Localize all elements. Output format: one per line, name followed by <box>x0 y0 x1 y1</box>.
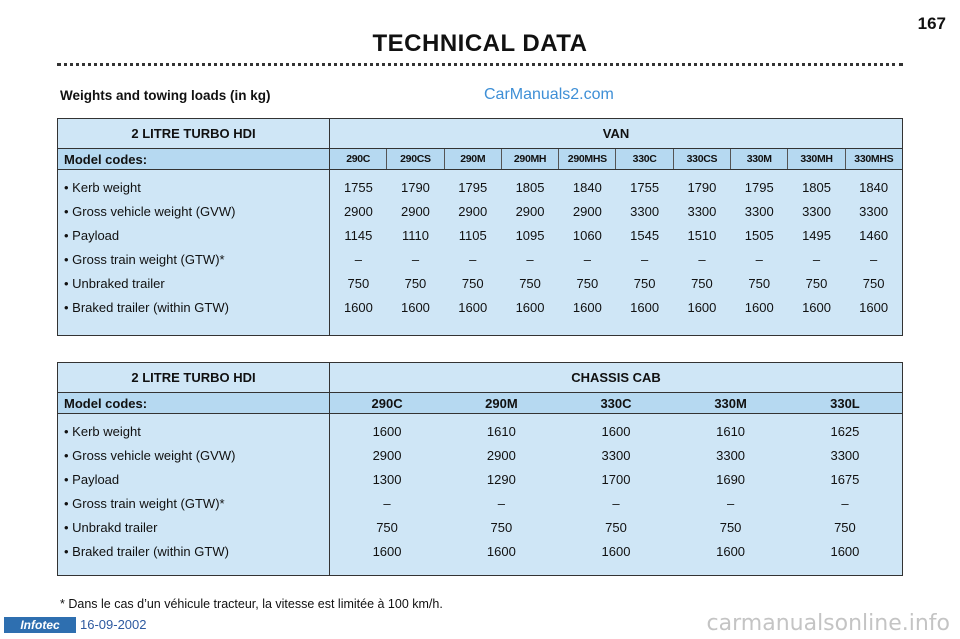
table-cell: 1600 <box>687 300 717 315</box>
table-cell: 750 <box>376 520 398 535</box>
model-code: 290M <box>444 149 501 170</box>
model-code: 330M <box>673 393 788 414</box>
table-cell: 1600 <box>802 300 831 315</box>
row-label: • Gross vehicle weight (GVW) <box>58 444 330 468</box>
van-weights-table <box>57 118 903 336</box>
table-cell: 1600 <box>830 544 860 559</box>
table-row <box>58 468 903 492</box>
table-cell: 3300 <box>830 448 860 463</box>
row-label: • Gross train weight (GTW)* <box>58 492 330 516</box>
table-row <box>58 444 903 468</box>
table-cell: 3300 <box>744 204 774 219</box>
table-cell: 1610 <box>486 424 516 439</box>
table-cell: 1690 <box>716 472 746 487</box>
table-cell: 1600 <box>458 300 488 315</box>
table-cell: 750 <box>404 276 427 291</box>
table-cell: – <box>497 496 505 511</box>
model-code: 290MHS <box>559 149 616 170</box>
table-row <box>58 272 903 296</box>
table-cell: 1290 <box>486 472 516 487</box>
table-cell: 2900 <box>458 204 488 219</box>
model-code: 330MHS <box>845 149 902 170</box>
row-label: • Braked trailer (within GTW) <box>58 540 330 564</box>
row-label: • Unbrakd trailer <box>58 516 330 540</box>
table-cell: 3300 <box>716 448 746 463</box>
table-cell: 1145 <box>344 228 373 243</box>
table-cell: 750 <box>519 276 541 291</box>
table-cell: – <box>841 496 849 511</box>
table-cell: 750 <box>834 520 856 535</box>
row-label: • Gross vehicle weight (GVW) <box>58 200 330 224</box>
table-cell: 1625 <box>830 424 860 439</box>
table-cell: – <box>526 252 534 267</box>
table-cell: – <box>354 252 363 267</box>
table-cell: 2900 <box>572 204 602 219</box>
model-code: 330MH <box>788 149 845 170</box>
table-cell: – <box>583 252 591 267</box>
table-row <box>58 224 903 248</box>
table-cell: 1600 <box>486 544 516 559</box>
table-cell: 1600 <box>515 300 545 315</box>
row-label: • Payload <box>58 468 330 492</box>
table-row <box>58 176 903 200</box>
table-cell: 2900 <box>343 204 373 219</box>
table-cell: 1495 <box>802 228 831 243</box>
model-code: 290CS <box>387 149 444 170</box>
table-cell: 1600 <box>372 544 402 559</box>
table-row <box>58 540 903 564</box>
table-cell: 2900 <box>486 448 516 463</box>
table-cell: – <box>698 252 706 267</box>
table-cell: 1790 <box>400 180 430 195</box>
table-cell: – <box>612 496 620 511</box>
model-code: 330CS <box>673 149 730 170</box>
table-cell: – <box>869 252 878 267</box>
table-cell: 1545 <box>630 228 660 243</box>
table-cell: 1600 <box>859 300 889 315</box>
table-cell: 1840 <box>572 180 602 195</box>
table-row <box>58 200 903 224</box>
table-cell: 1095 <box>515 228 545 243</box>
table-cell: 750 <box>862 276 885 291</box>
van-engine-heading: 2 LITRE TURBO HDI <box>58 119 330 149</box>
table-cell: 750 <box>490 520 513 535</box>
table-cell: 1805 <box>802 180 831 195</box>
table-cell: 750 <box>748 276 771 291</box>
table-row <box>58 492 903 516</box>
model-codes-label: Model codes: <box>58 393 330 414</box>
table-row <box>58 296 903 320</box>
table-cell: 1600 <box>716 544 746 559</box>
table-cell: 1105 <box>458 228 487 243</box>
table-cell: 1600 <box>372 424 402 439</box>
table-cell: 1610 <box>716 424 746 439</box>
table-cell: 1675 <box>830 472 860 487</box>
table-cell: – <box>469 252 477 267</box>
chassis-model-codes-row <box>58 393 903 414</box>
model-code: 290C <box>330 149 387 170</box>
table-cell: 750 <box>719 520 742 535</box>
table-cell: – <box>383 496 391 511</box>
table-cell: 3300 <box>687 204 717 219</box>
table-row <box>58 516 903 540</box>
table-cell: 2900 <box>515 204 545 219</box>
model-code: 330C <box>559 393 674 414</box>
table-cell: 1790 <box>687 180 717 195</box>
spacer-row <box>58 320 903 336</box>
chassis-header-row <box>58 363 903 393</box>
row-label: • Kerb weight <box>58 176 330 200</box>
table-cell: 3300 <box>859 204 889 219</box>
table-cell: 2900 <box>372 448 402 463</box>
model-code: 290M <box>444 393 559 414</box>
chassis-table-body <box>58 414 903 576</box>
footnote: * Dans le cas d’un véhicule tracteur, la vitesse est limitée à 100 km/h. <box>60 597 443 611</box>
section-heading: Weights and towing loads (in kg) <box>60 88 271 103</box>
table-row <box>58 248 903 272</box>
model-code: 330C <box>616 149 673 170</box>
van-table-body <box>58 170 903 336</box>
van-header-row <box>58 119 903 149</box>
van-model-codes-row <box>58 149 903 170</box>
table-cell: 1060 <box>572 228 602 243</box>
table-cell: 1600 <box>572 300 602 315</box>
table-cell: 1805 <box>515 180 545 195</box>
table-row <box>58 420 903 444</box>
footer-date: 16-09-2002 <box>80 617 147 632</box>
table-cell: 1300 <box>372 472 402 487</box>
dotted-divider <box>57 63 903 66</box>
model-code: 330M <box>731 149 788 170</box>
chassis-engine-heading: 2 LITRE TURBO HDI <box>58 363 330 393</box>
table-cell: 1755 <box>630 180 660 195</box>
table-cell: 1510 <box>687 228 717 243</box>
row-label: • Unbraked trailer <box>58 272 330 296</box>
model-code: 330L <box>788 393 903 414</box>
van-body-heading: VAN <box>330 119 903 149</box>
table-cell: 750 <box>461 276 484 291</box>
model-codes-label: Model codes: <box>58 149 330 170</box>
table-cell: 3300 <box>630 204 660 219</box>
table-cell: – <box>812 252 821 267</box>
table-cell: – <box>755 252 763 267</box>
row-label: • Braked trailer (within GTW) <box>58 296 330 320</box>
model-code: 290C <box>330 393 445 414</box>
table-cell: 1110 <box>401 228 429 243</box>
model-code: 290MH <box>501 149 558 170</box>
table-cell: 1795 <box>744 180 774 195</box>
table-cell: 750 <box>347 276 370 291</box>
table-cell: 1600 <box>400 300 430 315</box>
table-cell: – <box>411 252 420 267</box>
row-label: • Kerb weight <box>58 420 330 444</box>
table-cell: 1700 <box>601 472 631 487</box>
table-cell: 750 <box>576 276 599 291</box>
table-cell: – <box>641 252 649 267</box>
table-cell: 1600 <box>630 300 660 315</box>
table-cell: – <box>726 496 735 511</box>
page-number: 167 <box>917 14 946 33</box>
table-cell: 1460 <box>859 228 889 243</box>
row-label: • Payload <box>58 224 330 248</box>
table-cell: 1600 <box>601 544 631 559</box>
table-cell: 750 <box>691 276 713 291</box>
table-cell: 3300 <box>802 204 831 219</box>
table-cell: 1795 <box>458 180 488 195</box>
table-cell: 750 <box>633 276 656 291</box>
table-cell: 1755 <box>343 180 373 195</box>
table-cell: 750 <box>605 520 627 535</box>
table-cell: 3300 <box>601 448 631 463</box>
page-title: TECHNICAL DATA <box>372 30 588 57</box>
spacer-row <box>58 564 903 576</box>
row-label: • Gross train weight (GTW)* <box>58 248 330 272</box>
table-cell: 1600 <box>744 300 774 315</box>
table-cell: 1505 <box>744 228 774 243</box>
chassis-cab-weights-table <box>57 362 903 576</box>
table-cell: 1840 <box>859 180 889 195</box>
table-cell: 1600 <box>601 424 631 439</box>
infotec-logo: Infotec <box>4 617 76 633</box>
chassis-body-heading: CHASSIS CAB <box>330 363 903 393</box>
table-cell: 750 <box>805 276 828 291</box>
watermark-top: CarManuals2.com <box>484 86 614 103</box>
watermark-bottom: carmanualsonline.info <box>706 611 950 636</box>
table-cell: 2900 <box>400 204 430 219</box>
table-cell: 1600 <box>343 300 373 315</box>
